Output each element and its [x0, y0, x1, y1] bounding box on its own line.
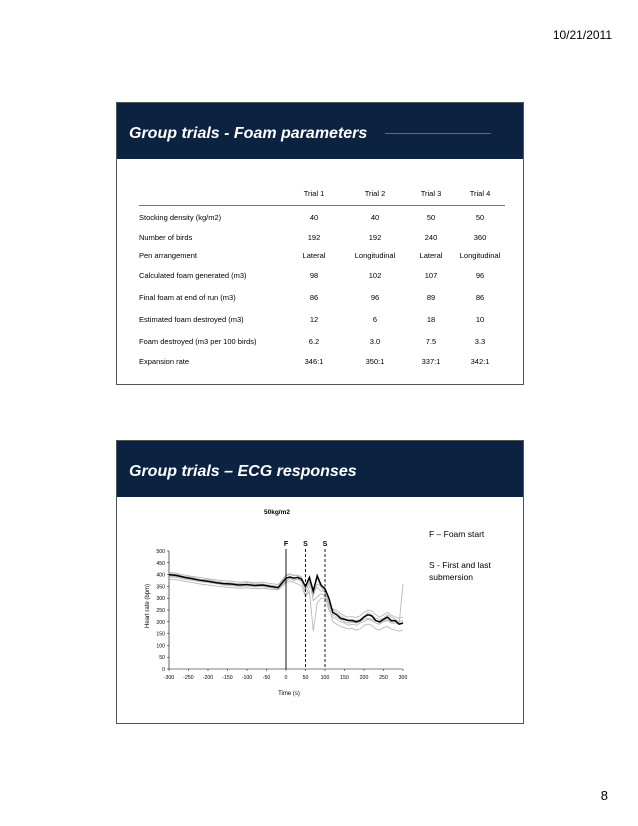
table-cell: 342:1 — [470, 356, 490, 366]
table-cell: 40 — [309, 212, 319, 222]
table-cell: 192 — [307, 232, 321, 242]
row-label: Calculated foam generated (m3) — [139, 270, 247, 280]
x-tick-label: -200 — [202, 675, 214, 681]
y-tick-label: 450 — [156, 560, 165, 567]
y-axis-label: Heart rate (bpm) — [145, 583, 151, 629]
ecg-chart — [117, 501, 417, 701]
table-cell: 240 — [424, 232, 438, 242]
y-tick-label: 400 — [156, 572, 165, 579]
slide-header — [117, 103, 523, 159]
column-header: Trial 4 — [455, 181, 505, 206]
slide-header — [117, 441, 523, 497]
column-header: Trial 3 — [407, 181, 455, 206]
table-cell: 89 — [426, 292, 436, 302]
table-row — [139, 264, 505, 286]
row-label: Estimated foam destroyed (m3) — [139, 314, 244, 324]
table-cell: 86 — [475, 292, 485, 302]
table-cell: 360 — [473, 232, 487, 242]
x-tick-label: -250 — [183, 675, 194, 681]
y-tick-label: 350 — [156, 584, 165, 591]
legend-submersion: S - First and last submersion — [429, 560, 491, 582]
x-tick-label: 150 — [340, 675, 349, 681]
table-cell: 3.3 — [474, 336, 486, 346]
x-tick-label: -150 — [222, 675, 233, 681]
x-tick-label: 0 — [284, 675, 288, 681]
page-number: 8 — [600, 788, 608, 803]
table-cell: 86 — [309, 292, 319, 302]
column-header: Trial 2 — [343, 181, 407, 206]
table-cell: 107 — [424, 270, 438, 280]
x-tick-label: 100 — [320, 675, 330, 681]
table-row — [139, 228, 505, 246]
table-cell: 6 — [372, 314, 378, 324]
table-cell: 6.2 — [308, 336, 320, 346]
y-tick-label: 100 — [156, 643, 165, 650]
table-header-label — [139, 181, 285, 206]
row-label: Pen arrangement — [139, 250, 197, 260]
slide-foam-parameters — [116, 102, 524, 385]
x-tick-label: 300 — [398, 675, 408, 681]
table-cell: Lateral — [419, 250, 443, 260]
y-tick-label: 200 — [156, 619, 165, 626]
table-cell: 96 — [475, 270, 485, 280]
table-cell: 346:1 — [304, 356, 324, 366]
table-cell: 98 — [309, 270, 319, 280]
slide-title: Group trials – ECG responses — [129, 463, 357, 480]
x-tick-label: -50 — [262, 675, 271, 681]
table-cell: 50 — [475, 212, 485, 222]
header-rule — [385, 133, 491, 134]
table-cell: 350:1 — [365, 356, 385, 366]
table-cell: 40 — [370, 212, 380, 222]
x-tick-label: 200 — [359, 675, 369, 681]
table-cell: Longitudinal — [354, 250, 396, 260]
table-header-row — [139, 181, 505, 206]
table-cell: Longitudinal — [459, 250, 501, 260]
y-tick-label: 500 — [156, 549, 165, 555]
marker-label: S — [322, 541, 328, 548]
x-tick-label: 250 — [379, 675, 388, 681]
table-row — [139, 246, 505, 264]
y-tick-label: 0 — [162, 667, 165, 673]
table-row — [139, 286, 505, 308]
column-header: Trial 1 — [285, 181, 343, 206]
row-label: Foam destroyed (m3 per 100 birds) — [139, 336, 257, 346]
row-label: Final foam at end of run (m3) — [139, 292, 236, 302]
table-cell: 3.0 — [369, 336, 381, 346]
marker-label: S — [303, 541, 308, 548]
table-cell: 96 — [370, 292, 380, 302]
y-tick-label: 250 — [156, 608, 165, 614]
table-cell: 7.5 — [425, 336, 437, 346]
legend-foam-start: F – Foam start — [429, 529, 485, 539]
table-row — [139, 206, 505, 229]
table-cell: 12 — [309, 314, 319, 324]
slide-title: Group trials - Foam parameters — [129, 125, 368, 142]
table-cell: 192 — [368, 232, 382, 242]
slide-ecg-responses — [116, 440, 524, 724]
x-axis-label: Time (s) — [278, 691, 300, 697]
row-label: Number of birds — [139, 232, 193, 242]
table-cell: 10 — [475, 314, 485, 324]
table-row — [139, 308, 505, 330]
y-tick-label: 300 — [156, 596, 165, 603]
table-cell: Lateral — [302, 250, 326, 260]
table-row — [139, 352, 505, 370]
x-tick-label: -300 — [163, 675, 175, 681]
row-label: Expansion rate — [139, 356, 190, 366]
x-tick-label: -100 — [241, 675, 253, 681]
table-cell: 102 — [368, 270, 382, 280]
marker-label: F — [283, 541, 289, 548]
y-tick-label: 50 — [159, 655, 165, 662]
table-cell: 50 — [426, 212, 436, 222]
table-cell: 337:1 — [421, 356, 441, 366]
x-tick-label: 50 — [302, 675, 309, 681]
chart-title: 50kg/m2 — [263, 509, 291, 516]
table-row — [139, 330, 505, 352]
page-date: 10/21/2011 — [552, 28, 612, 42]
row-label: Stocking density (kg/m2) — [139, 212, 222, 222]
y-tick-label: 150 — [156, 631, 165, 638]
table-cell: 18 — [426, 314, 436, 324]
foam-parameters-table — [139, 181, 505, 370]
